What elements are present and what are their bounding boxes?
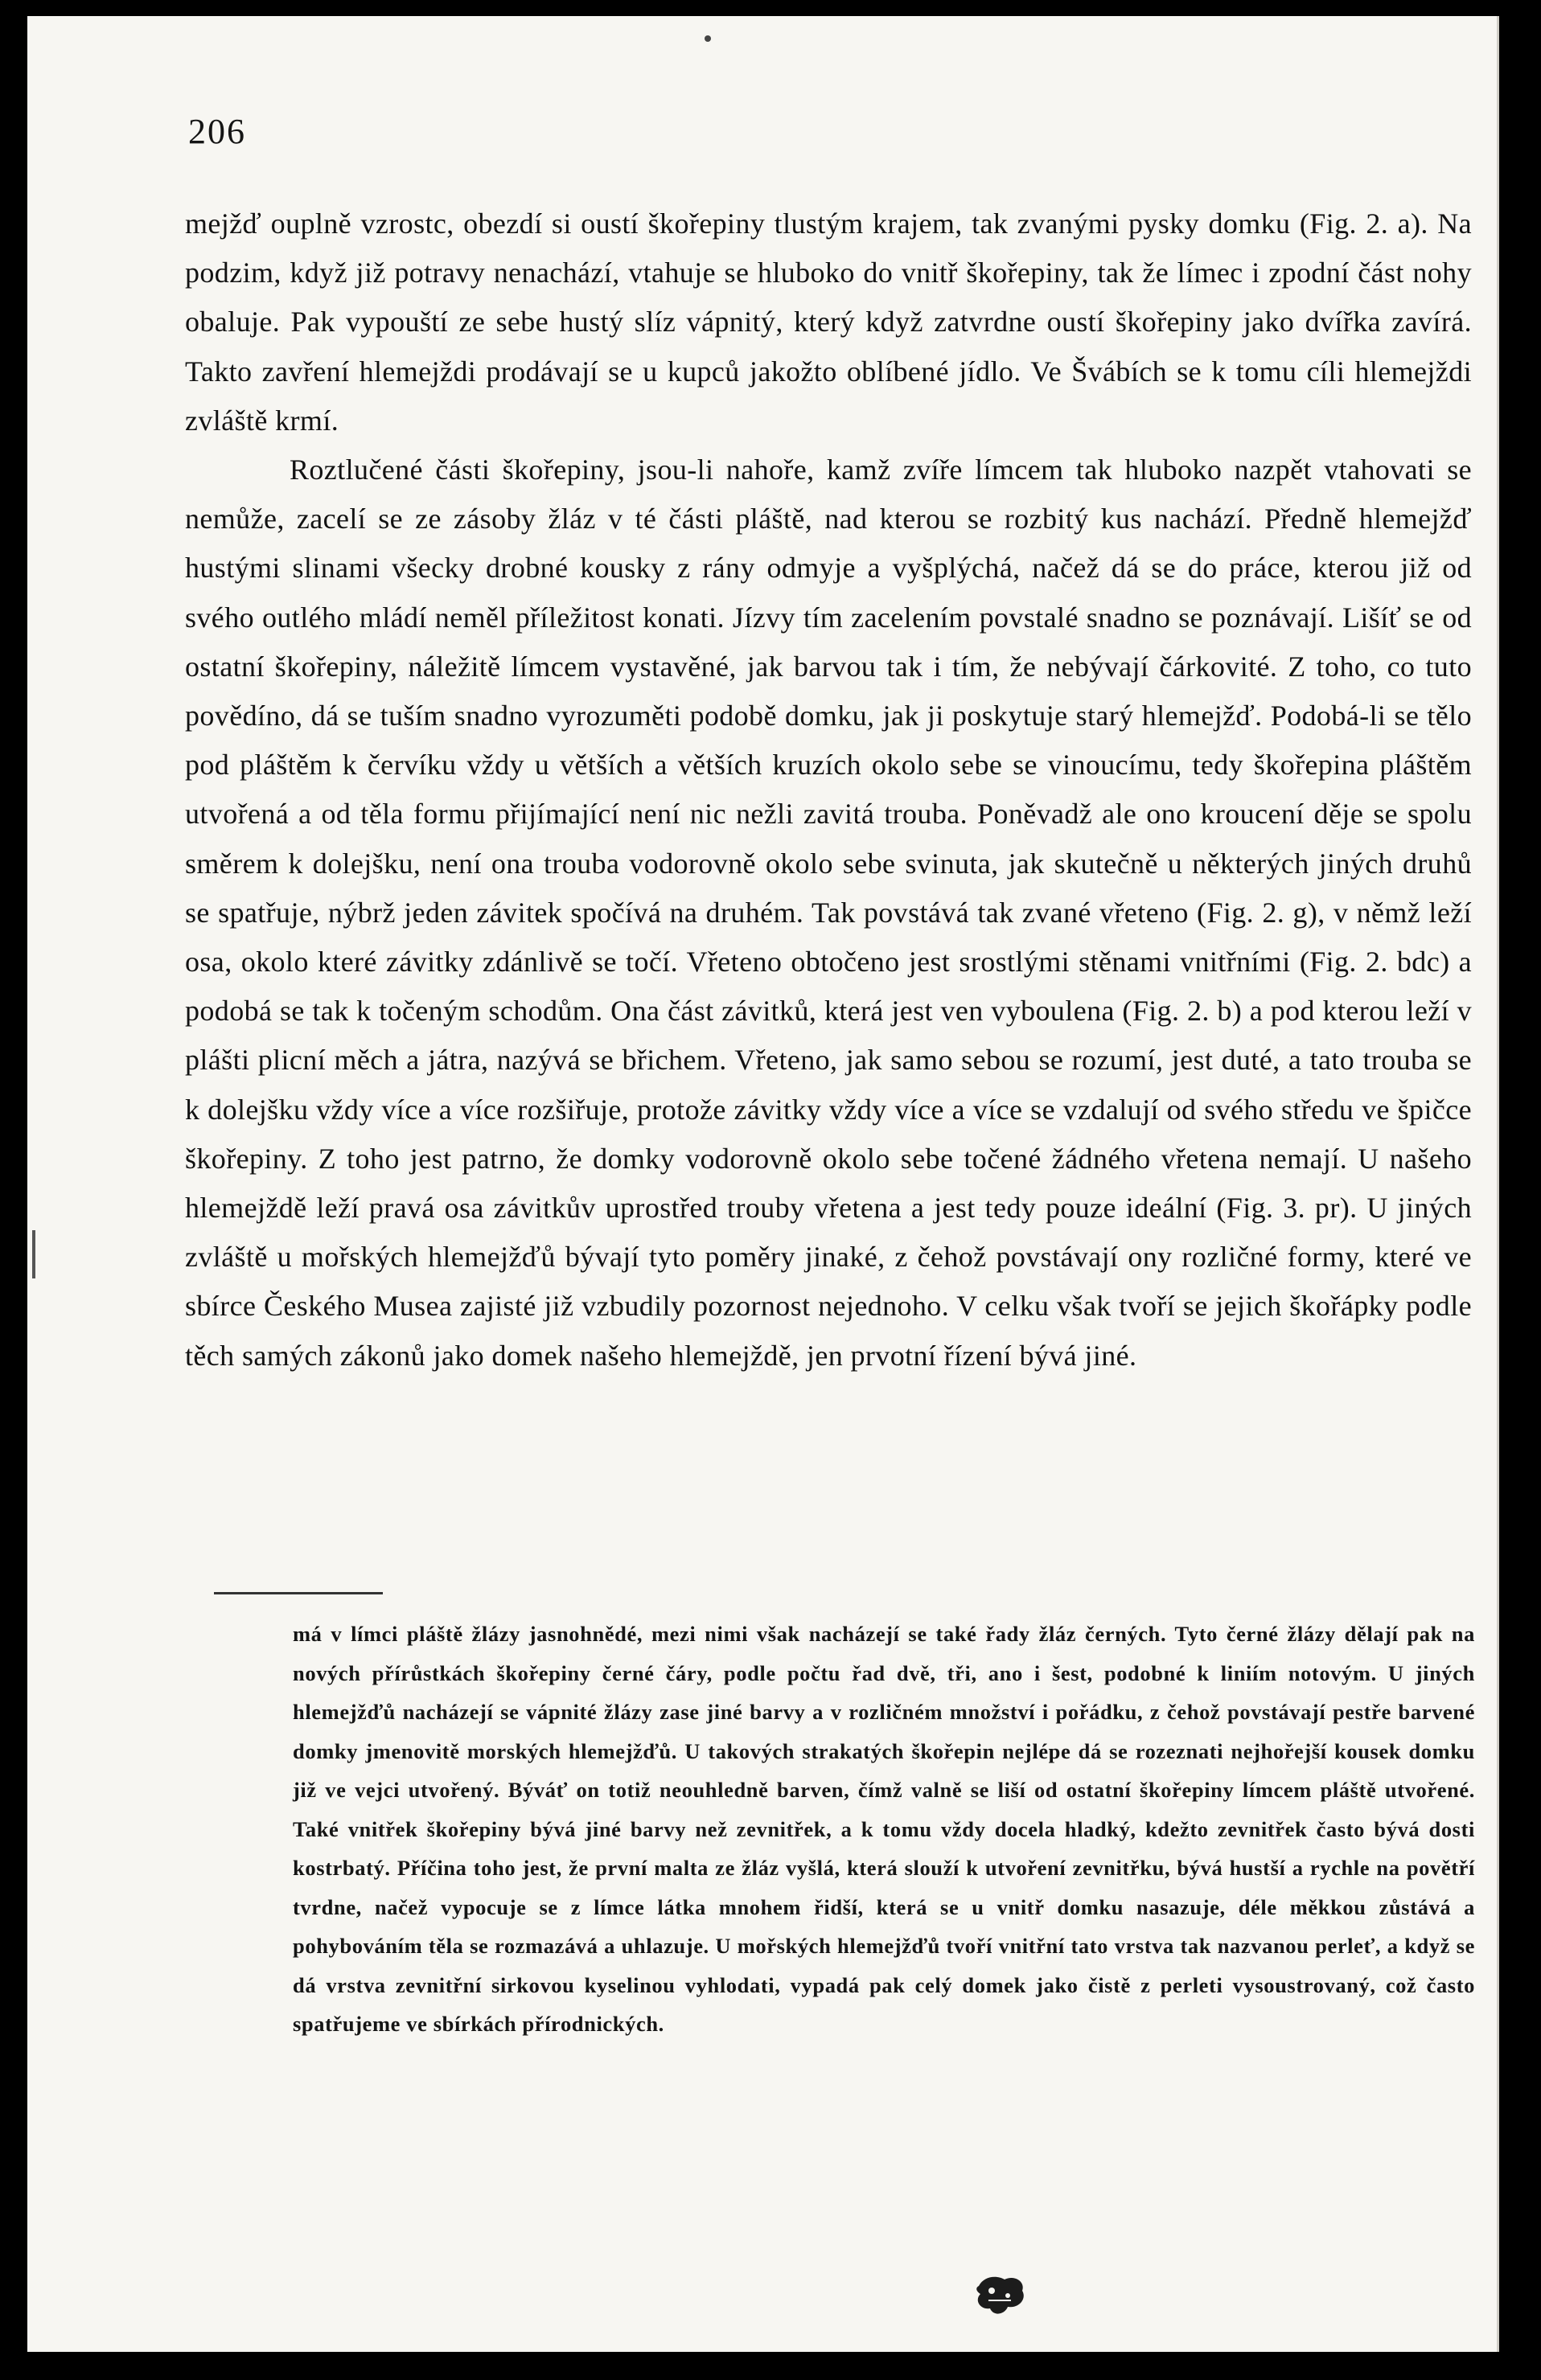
- ink-speck: [705, 35, 711, 42]
- main-text: [185, 199, 1472, 1381]
- page-number: 206: [188, 112, 246, 151]
- library-stamp-icon: [972, 2271, 1029, 2320]
- margin-mark: [32, 1230, 35, 1278]
- footnote-text: má v límci pláště žlázy jasnohnědé, mezi nimi však nacházejí se také řady žláz černých. Tyto černé žlázy dělají pak na nových přírůstkách škořepiny černé čáry, podle počtu řad dvě, tři, ano i šest, podobné k liniím notovým. U jiných hlemejžďů nacházejí se vápnité žlázy zase jiné barvy a v rozličném množství i pořádku, z čehož povstávají pestře barvené domky jmenovitě morských hlemejžďů. U takových strakatých škořepin nejlépe dá se rozeznati nejhořejší kousek domku již ve vejci utvořený. Býváť on totiž neouhledně barven, čímž valně se liší od ostatní škořepiny límcem pláště utvořené. Také vnitřek škořepiny bývá jiné barvy než zevnitřek, a k tomu vždy docela hladký, kdežto zevnitřek často bývá dosti kostrbatý. Příčina toho jest, že první malta ze žláz vyšlá, která slouží k utvoření zevnitřku, bývá hustší a rychle na povětří tvrdne, načež vypocuje se z límce látka mnohem řidší, která se u vnitř domku nasazuje, déle měkkou zůstává a pohybováním těla se rozmazává a uhlazuje. U mořských hlemejžďů tvoří vnitřní tato vrstva tak nazvanou perleť, a když se dá vrstva zevnitřní sirkovou kyselinou vyhlodati, vypadá pak celý domek jako čistě z perleti vysoustrovaný, což často spatřujeme ve sbírkách přírodnických.: [293, 1622, 1475, 2036]
- footnote-divider: [214, 1592, 383, 1594]
- paragraph-1: mejžď ouplně vzrostc, obezdí si oustí škořepiny tlustým krajem, tak zvanými pysky domku (Fig. 2. a). Na podzim, když již potravy nenachází, vtahuje se hluboko do vnitř škořepiny, tak že límec i zpodní část nohy obaluje. Pak vypouští ze sebe hustý slíz vápnitý, který když zatvrdne oustí škořepiny jako dvířka zavírá. Takto zavření hlemejždi prodávají se u kupců jakožto oblíbené jídlo. Ve Švábích se k tomu cíli hlemejždi zvláště krmí.: [185, 207, 1472, 437]
- footnote: [293, 1615, 1475, 2044]
- paragraph-2: Roztlučené části škořepiny, jsou-li nahoře, kamž zvíře límcem tak hluboko nazpět vtahovati se nemůže, zacelí se ze zásoby žláz v té části pláště, nad kterou se rozbitý kus nachází. Předně hlemejžď hustými slinami všecky drobné kousky z rány odmyje a vyšplýchá, načež dá se do práce, kterou již od svého outlého mládí neměl příležitost konati. Jízvy tím zacelením povstalé snadno se poznávají. Lišíť se od ostatní škořepiny, náležitě límcem vystavěné, jak barvou tak i tím, že nebývají čárkovité. Z toho, co tuto povědíno, dá se tuším snadno vyrozuměti podobě domku, jak ji poskytuje starý hlemejžď. Podobá-li se tělo pod pláštěm k červíku vždy u větších a větších kruzích okolo sebe se vinoucímu, tedy škořepina pláštěm utvořená a od těla formu přijímající není nic nežli zavitá trouba. Poněvadž ale ono kroucení děje se spolu směrem k dolejšku, není ona trouba vodorovně okolo sebe svinuta, jak skutečně u některých jiných druhů se spatřuje, nýbrž jeden závitek spočívá na druhém. Tak povstává tak zvané vřeteno (Fig. 2. g), v němž leží osa, okolo které závitky zdánlivě se točí. Vřeteno obtočeno jest srostlými stěnami vnitřními (Fig. 2. bdc) a podobá se tak k točeným schodům. Ona část závitků, která jest ven vyboulena (Fig. 2. b) a pod kterou leží v plášti plicní měch a játra, nazývá se břichem. Vřeteno, jak samo sebou se rozumí, jest duté, a tato trouba se k dolejšku vždy více a více rozšiřuje, protože závitky vždy více a více se vzdalují od svého středu ve špičce škořepiny. Z toho jest patrno, že domky vodorovně okolo sebe točené žádného vřetena nemají. U našeho hlemejždě leží pravá osa závitkův uprostřed trouby vřetena a jest tedy pouze ideální (Fig. 3. pr). U jiných zvláště u mořských hlemejžďů bývají tyto poměry jinaké, z čehož povstávají ony rozličné formy, které ve sbírce Českého Musea zajisté již vzbudily pozornost nejednoho. V celku však tvoří se jejich škořápky podle těch samých zákonů jako domek našeho hlemejždě, jen prvotní řízení bývá jiné.: [185, 453, 1472, 1372]
- book-page: [27, 16, 1499, 2352]
- page-edge: [1497, 16, 1499, 2352]
